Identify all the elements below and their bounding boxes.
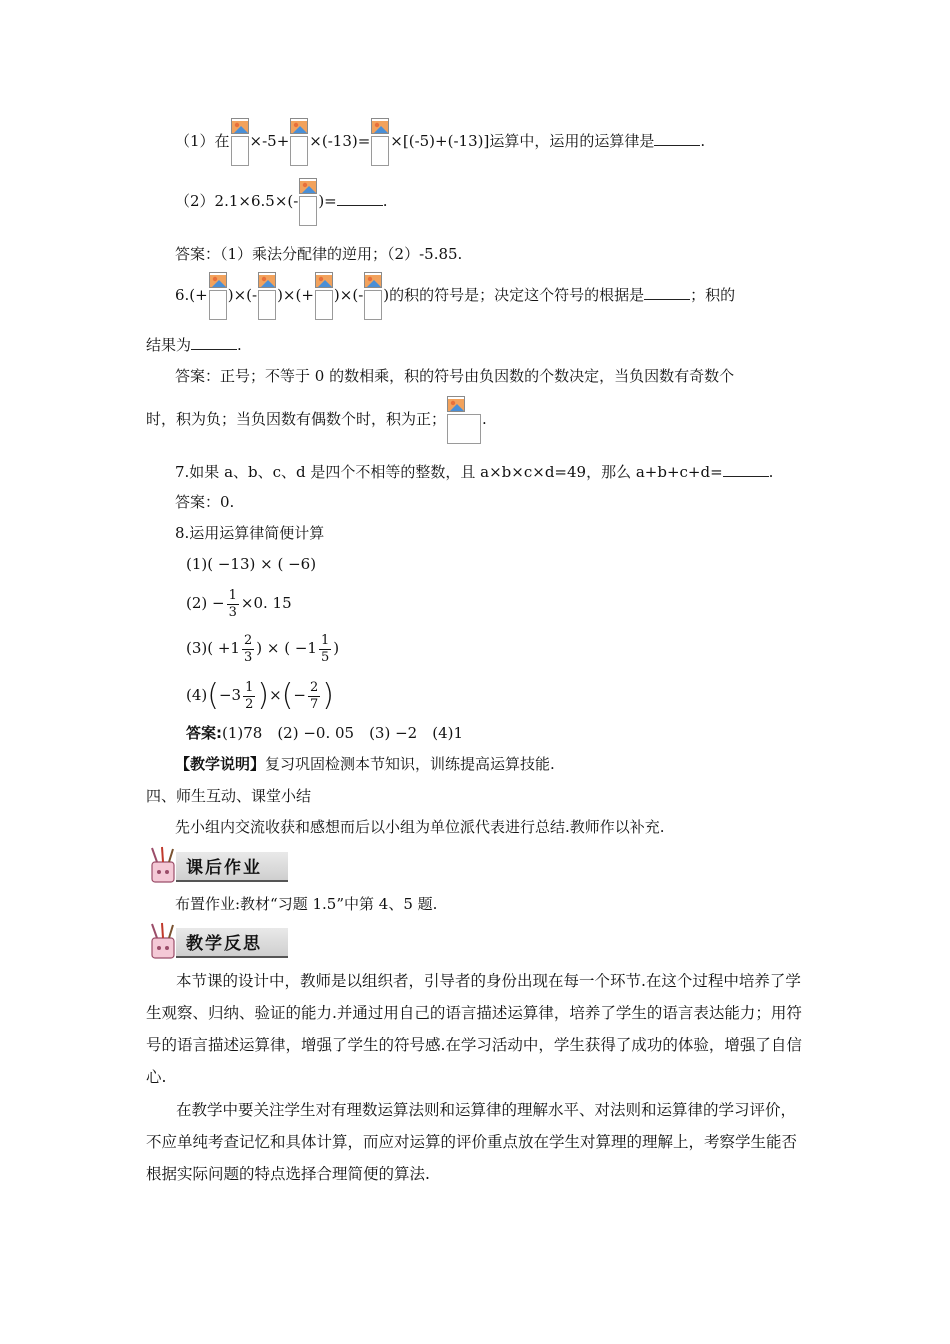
- answer-blank: [723, 462, 769, 477]
- section-4-heading: 四、师生互动、课堂小结: [146, 787, 312, 805]
- reflection-banner: [146, 922, 296, 962]
- q8-expr-3: (3)( +1 $\frac{2}{3}$ ) × ( −1 $\frac{1}{5}$ ): [186, 632, 340, 665]
- q5-part1-text: （1）在: [175, 132, 230, 150]
- q7-answer: 答案：0.: [175, 493, 235, 511]
- q6-answer-line1: 答案：正号；不等于 0 的数相乘，积的符号由负因数的个数决定，当负因数有奇数个: [175, 367, 735, 385]
- homework-text: 布置作业:教材“习题 1.5”中第 4、5 题.: [175, 895, 438, 913]
- reflection-banner-title: 教学反思: [186, 934, 262, 954]
- q8-expr-2: (2) − $\frac{1}{3}$ ×0. 15: [186, 587, 292, 620]
- q5-answer: 答案：（1）乘法分配律的逆用；（2）-5.85.: [175, 245, 463, 263]
- answer-blank: [337, 191, 383, 206]
- q8-answer: 答案:(1)78 (2) −0. 05 (3) −2 (4)1: [186, 724, 464, 742]
- pencil-cup-icon: [146, 922, 188, 962]
- fraction: $\frac{1}{5}$: [320, 632, 330, 665]
- fraction: $\frac{1}{3}$: [228, 587, 237, 620]
- fraction: $\frac{1}{2}$: [245, 679, 254, 712]
- fraction: $\frac{2}{7}$: [309, 679, 319, 712]
- reflection-paragraph-1: 本节课的设计中，教师是以组织者，引导者的身份出现在每一个环节.在这个过程中培养了学生观察、归纳、验证的能力.并通过用自己的语言描述运算律，培养了学生的语言表达能力；用符号的语言描述运算律，增强了学生的符号感.在学习活动中，学生获得了成功的体验，增强了自信心.: [146, 972, 802, 1086]
- homework-banner: [146, 846, 296, 886]
- missing-image-placeholder: [299, 178, 317, 226]
- missing-image-placeholder: [258, 272, 276, 320]
- q5-part1: （1）在 ×-5+ ×(-13)= ×[(-5)+(-13)]运算中，运用的运算律是 .: [175, 118, 705, 166]
- q6-question: 6.(+ )×(- )×(+ )×(- )的积的符号是；决定这个符号的根据是 ；积的: [175, 272, 735, 320]
- missing-image-placeholder: [371, 118, 389, 166]
- section-4-text: 先小组内交流收获和感想而后以小组为单位派代表进行总结.教师作以补充.: [175, 818, 665, 836]
- missing-image-placeholder: [290, 118, 308, 166]
- q8-title: 8.运用运算律简便计算: [175, 524, 325, 542]
- q8-expr-1: (1)( −13) × ( −6): [186, 555, 317, 573]
- missing-image-placeholder: [209, 272, 227, 320]
- missing-image-placeholder: [447, 396, 481, 444]
- q5-part2: （2）2.1×6.5×(- )= .: [175, 178, 388, 226]
- answer-blank: [654, 131, 700, 146]
- missing-image-placeholder: [364, 272, 382, 320]
- homework-banner-title: 课后作业: [186, 858, 262, 878]
- fraction: $\frac{2}{3}$: [243, 632, 253, 665]
- pencil-cup-icon: [146, 846, 188, 886]
- answer-blank: [644, 285, 690, 300]
- answer-blank: [191, 335, 237, 350]
- missing-image-placeholder: [315, 272, 333, 320]
- q7-question: 7.如果 a、b、c、d 是四个不相等的整数，且 a×b×c×d=49，那么 a+b+c+d= .: [175, 463, 774, 481]
- teaching-note: 【教学说明】复习巩固检测本节知识，训练提高运算技能.: [175, 755, 555, 773]
- reflection-paragraph-2: 在教学中要关注学生对有理数运算法则和运算律的理解水平、对法则和运算律的学习评价，不应单纯考查记忆和具体计算，而应对运算的评价重点放在学生对算理的理解上，考察学生能否根据实际问题的特点选择合理简便的算法.: [146, 1101, 798, 1183]
- q6-question-cont: 结果为 .: [146, 336, 242, 354]
- missing-image-placeholder: [231, 118, 249, 166]
- q6-answer-line2: 时，积为负；当负因数有偶数个时，积为正； .: [146, 396, 487, 444]
- q8-expr-4: (4)(−3 $\frac{1}{2}$ )×(− $\frac{2}{7}$ ): [186, 678, 334, 713]
